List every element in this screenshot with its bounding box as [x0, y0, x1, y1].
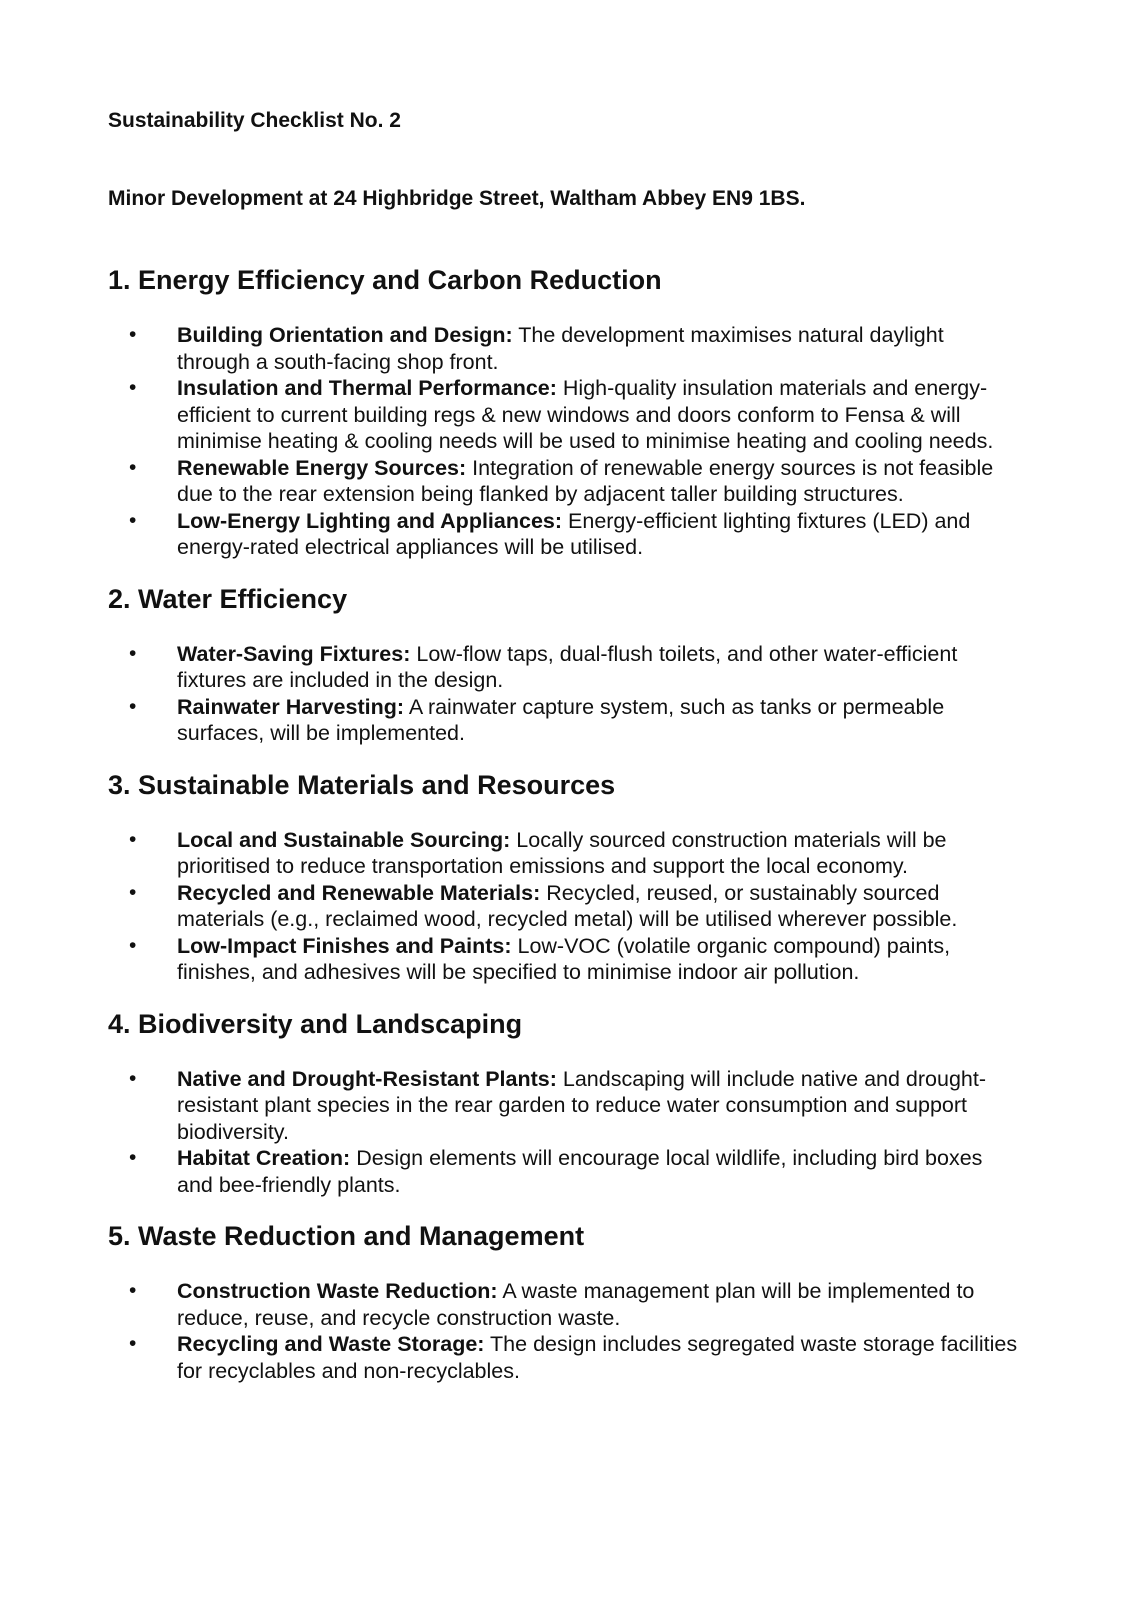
bullet-icon: •: [129, 455, 137, 479]
list-item: [108, 1278, 1022, 1331]
item-term: Habitat Creation:: [177, 1146, 351, 1170]
item-term: Water-Saving Fixtures:: [177, 641, 411, 666]
section-energy-efficiency: [108, 264, 1022, 561]
item-text: A waste management plan will be implemented to reduce, reuse, and recycle construction waste.: [177, 1279, 975, 1330]
bullet-icon: •: [129, 1279, 137, 1302]
item-text: Low-flow taps, dual-flush toilets, and other water-efficient fixtures are included in the design.: [177, 641, 958, 692]
item-text: Recycled, reused, or sustainably sourced materials (e.g., reclaimed wood, recycled metal) will be utilised wherever possible.: [177, 880, 958, 931]
section-sustainable-materials: [108, 769, 1022, 986]
item-term: Rainwater Harvesting:: [177, 694, 405, 719]
bullet-icon: •: [129, 827, 137, 851]
item-text: The development maximises natural daylight through a south-facing shop front.: [177, 323, 944, 374]
item-term: Construction Waste Reduction:: [177, 1279, 498, 1303]
section-water-efficiency: [108, 583, 1022, 747]
item-term: Renewable Energy Sources:: [177, 455, 467, 480]
bullet-list: [108, 1278, 1022, 1384]
bullet-icon: •: [129, 508, 137, 532]
bullet-list: [108, 641, 1022, 747]
section-heading: 4. Biodiversity and Landscaping: [108, 1008, 523, 1039]
bullet-icon: •: [129, 880, 137, 904]
document-title: Sustainability Checklist No. 2: [108, 109, 401, 132]
item-text: Energy-efficient lighting fixtures (LED) and energy-rated electrical appliances will be utilised.: [177, 508, 971, 559]
list-item: [108, 375, 1022, 455]
section-heading: 5. Waste Reduction and Management: [108, 1221, 585, 1251]
list-item: [108, 641, 1022, 694]
section-waste-reduction: [108, 1220, 1022, 1384]
section-heading: 2. Water Efficiency: [108, 583, 348, 614]
item-term: Native and Drought-Resistant Plants:: [177, 1066, 557, 1091]
item-text: The design includes segregated waste storage facilities for recyclables and non-recyclables.: [177, 1332, 1018, 1383]
bullet-icon: •: [129, 641, 137, 665]
list-item: [108, 933, 1022, 986]
item-term: Low-Energy Lighting and Appliances:: [177, 508, 563, 533]
item-term: Insulation and Thermal Performance:: [177, 376, 557, 400]
item-text: Integration of renewable energy sources is not feasible due to the rear extension being flanked by adjacent taller building structures.: [177, 455, 994, 506]
bullet-icon: •: [129, 694, 137, 718]
bullet-icon: •: [129, 933, 137, 957]
section-biodiversity: [108, 1008, 1022, 1199]
bullet-list: [108, 1066, 1022, 1199]
bullet-icon: •: [129, 1332, 137, 1355]
item-text: Landscaping will include native and drought-resistant plant species in the rear garden to reduce water consumption and support biodiversity.: [177, 1066, 986, 1144]
list-item: [108, 694, 1022, 747]
bullet-list: [108, 322, 1022, 561]
list-item: [108, 508, 1022, 561]
bullet-icon: •: [129, 376, 137, 399]
bullet-icon: •: [129, 1066, 137, 1090]
document-subtitle: Minor Development at 24 Highbridge Street, Waltham Abbey EN9 1BS.: [108, 187, 806, 210]
item-text: Locally sourced construction materials will be prioritised to reduce transportation emissions and support the local economy.: [177, 827, 947, 878]
section-heading: 1. Energy Efficiency and Carbon Reduction: [108, 265, 662, 295]
list-item: [108, 827, 1022, 880]
item-term: Recycling and Waste Storage:: [177, 1332, 485, 1356]
section-heading: 3. Sustainable Materials and Resources: [108, 769, 616, 800]
item-term: Low-Impact Finishes and Paints:: [177, 933, 512, 958]
item-text: Low-VOC (volatile organic compound) paints, finishes, and adhesives will be specified to minimise indoor air pollution.: [177, 933, 951, 984]
item-term: Building Orientation and Design:: [177, 323, 513, 347]
list-item: [108, 1066, 1022, 1146]
list-item: [108, 880, 1022, 933]
item-text: A rainwater capture system, such as tanks or permeable surfaces, will be implemented.: [177, 694, 945, 745]
bullet-icon: •: [129, 1146, 137, 1169]
bullet-icon: •: [129, 323, 137, 346]
list-item: [108, 322, 1022, 375]
item-term: Local and Sustainable Sourcing:: [177, 827, 511, 852]
item-text: High-quality insulation materials and energy-efficient to current building regs & new windows and doors conform to Fensa & will minimise heating & cooling needs will be used to minimise heating and cooling needs.: [177, 376, 994, 453]
item-term: Recycled and Renewable Materials:: [177, 880, 541, 905]
item-text: Design elements will encourage local wildlife, including bird boxes and bee-friendly plants.: [177, 1146, 983, 1197]
list-item: [108, 1145, 1022, 1198]
list-item: [108, 1331, 1022, 1384]
list-item: [108, 455, 1022, 508]
bullet-list: [108, 827, 1022, 986]
